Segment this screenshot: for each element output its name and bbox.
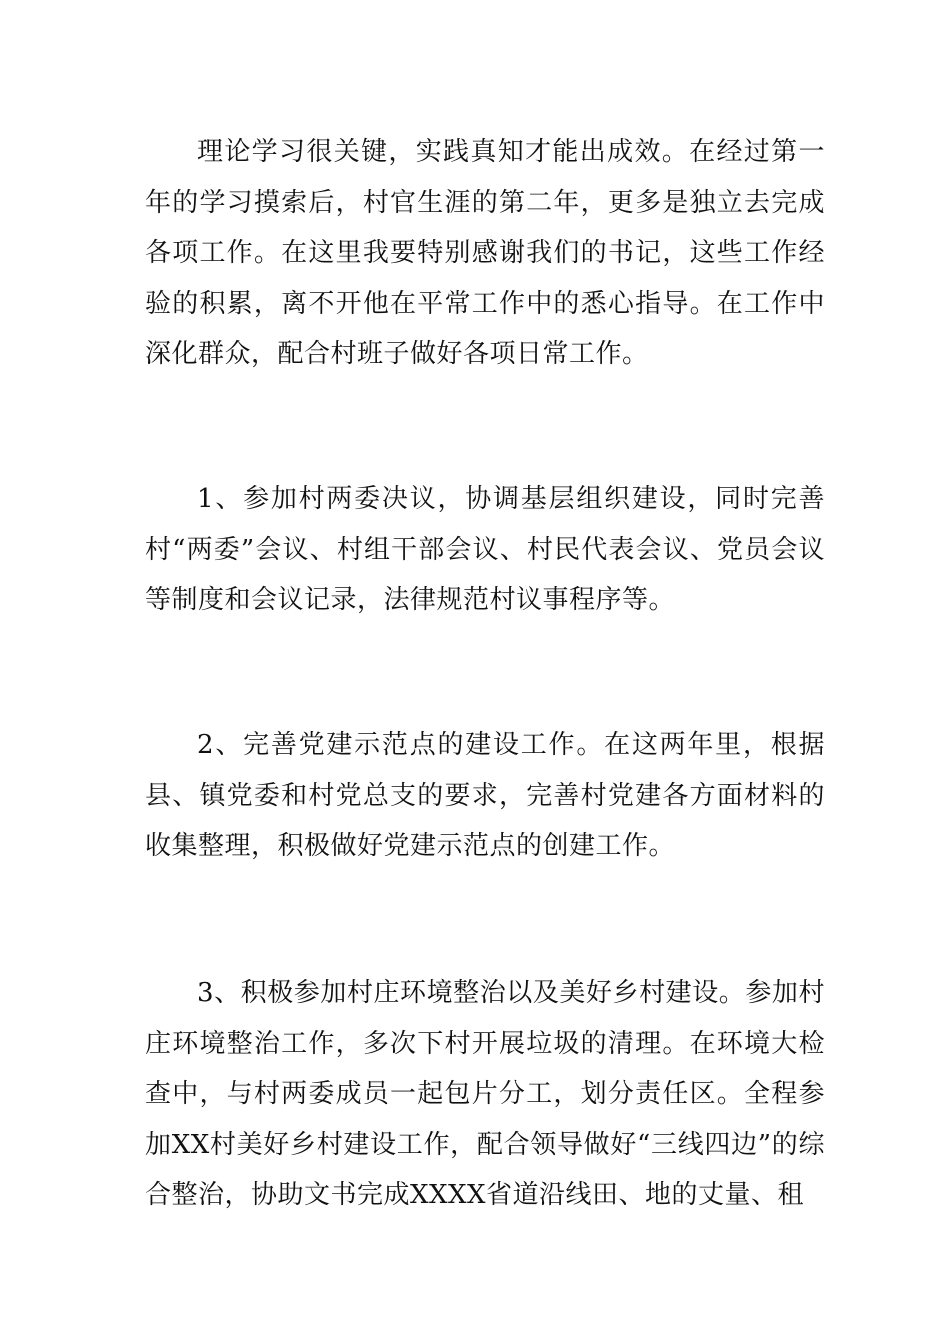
paragraph-theory-practice: 理论学习很关键，实践真知才能出成效。在经过第一年的学习摸索后，村官生涯的第二年，更多是独立去完成各项工作。在这里我要特别感谢我们的书记，这些工作经验的积累，离不开他在平常工作中的悉心指导。在工作中深化群众，配合村班子做好各项日常工作。 (145, 137, 825, 369)
paragraph-item-1: 1、参加村两委决议，协调基层组织建设，同时完善村“两委”会议、村组干部会议、村民代表会议、党员会议等制度和会议记录，法律规范村议事程序等。 (145, 484, 825, 615)
paragraph-item-2: 2、完善党建示范点的建设工作。在这两年里，根据县、镇党委和村党总支的要求，完善村党建各方面材料的收集整理，积极做好党建示范点的创建工作。 (145, 730, 825, 861)
paragraph-item-3: 3、积极参加村庄环境整治以及美好乡村建设。参加村庄环境整治工作，多次下村开展垃圾的清理。在环境大检查中，与村两委成员一起包片分工，划分责任区。全程参加XX村美好乡村建设工作，配合领导做好“三线四边”的综合整治，协助文书完成XXXX省道沿线田、地的丈量、租 (145, 978, 825, 1210)
